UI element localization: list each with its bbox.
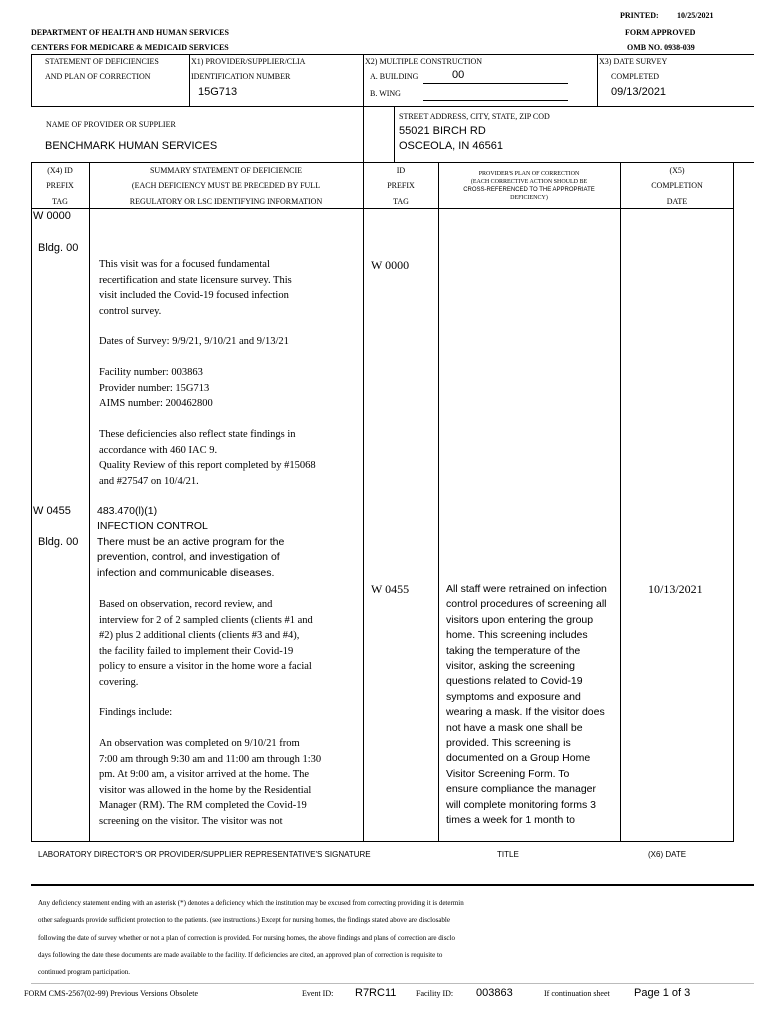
- observation-text: An observation was completed on 9/10/21 from 7:00 am through 9:30 am and 11:00 am through 1:30 pm. At 9:00 am, a visitor arrived at the home. The visitor was allowed in the home by the Residential Manager (RM). The RM completed the Covid-19 screening on the visitor. The visitor was not: [99, 738, 322, 827]
- printed-date: 10/25/2021: [677, 11, 714, 20]
- provider-id: 15G713: [198, 86, 238, 98]
- building-value: 00: [452, 69, 465, 81]
- rule: [438, 162, 439, 842]
- rule: [89, 162, 90, 842]
- rule: [31, 54, 32, 106]
- plan-of-correction: All staff were retrained on infection control procedures of screening all visitors upon entering the group home. This screening includes taking the temperature of the visitor, asking the screening questions related to Covid-19 symptoms and exposure and wearing a mask. If the visitor does not have a mask one shall be provided. This screening is documented on a Group Home Visitor Screening Form. To ensure compliance the manager will complete monitoring forms 3 times a week for 1 month to: [446, 583, 607, 827]
- building-label: A. BUILDING: [370, 72, 419, 81]
- rule: [31, 208, 733, 209]
- rule: [31, 983, 754, 984]
- x4-header-3: TAG: [52, 197, 68, 206]
- form-approved: FORM APPROVED: [625, 28, 696, 37]
- x2-label: X2) MULTIPLE CONSTRUCTION: [365, 57, 483, 66]
- id-header-1: ID: [396, 166, 406, 175]
- disclaimer: Any deficiency statement ending with an asterisk (*) denotes a deficiency which the institution may be excused from correcting providing it is determin other safeguards provide sufficient protection to the patients. (see instructions.) Except for nursing homes, the findings stated above are disclosable following the date of survey whether or not a plan of correction is provided. For nursing homes, the above findings and plans of correction are disclo days following the date these documents are made available to the facility. If deficiencies are cited, an approved plan of correction is requisite to continued program participation.: [38, 899, 464, 977]
- completed-label: COMPLETED: [611, 72, 659, 81]
- deficiency-statement: Based on observation, record review, and interview for 2 of 2 sampled clients (clients #1 and #2) plus 2 additional clients (clients #3 and #4), the facility failed to implement their Covid-19 policy to ensure a visitor in the home wore a facial covering.: [99, 599, 313, 688]
- completion-date: 10/13/2021: [648, 582, 703, 596]
- address-line-2: OSCEOLA, IN 46561: [399, 140, 503, 152]
- rule: [31, 54, 754, 55]
- x4-header-2: PREFIX: [46, 181, 74, 190]
- rule: [597, 54, 598, 106]
- plan-header-1: PROVIDER'S PLAN OF CORRECTION: [478, 171, 580, 177]
- summary-header-2: (EACH DEFICIENCY MUST BE PRECEDED BY FULL: [131, 181, 321, 190]
- id-tag-w0000: W 0000: [371, 258, 410, 272]
- building-underline: [423, 83, 568, 84]
- centers-title: CENTERS FOR MEDICARE & MEDICAID SERVICES: [31, 43, 229, 52]
- summary-header-3: REGULATORY OR LSC IDENTIFYING INFORMATION: [129, 197, 323, 206]
- x1-label-1: X1) PROVIDER/SUPPLIER/CLIA: [191, 57, 306, 66]
- rule: [394, 106, 395, 162]
- wing-underline: [423, 100, 568, 101]
- rule: [363, 54, 364, 162]
- rule: [620, 162, 621, 842]
- rule: [31, 162, 754, 163]
- continuation-label: If continuation sheet: [544, 989, 610, 998]
- rule: [31, 841, 734, 842]
- event-id-label: Event ID:: [302, 989, 334, 998]
- x1-label-2: IDENTIFICATION NUMBER: [191, 72, 291, 81]
- address-line-1: 55021 BIRCH RD: [399, 125, 486, 137]
- plan-header-4: DEFICIENCY): [510, 195, 548, 201]
- survey-dates: Dates of Survey: 9/9/21, 9/10/21 and 9/13/21: [99, 336, 289, 347]
- summary-intro: This visit was for a focused fundamental recertification and state licensure survey. This visit included the Covid-19 focused infection control survey.: [99, 259, 292, 317]
- rule: [733, 162, 734, 842]
- plan-header-3: CROSS-REFERENCED TO THE APPROPRIATE: [463, 187, 595, 193]
- summary-header-1: SUMMARY STATEMENT OF DEFICIENCIE: [149, 166, 303, 175]
- omb-number: OMB NO. 0938-039: [627, 43, 695, 52]
- findings-label: Findings include:: [99, 707, 173, 718]
- signature-label: LABORATORY DIRECTOR'S OR PROVIDER/SUPPLIER REPRESENTATIVE'S SIGNATURE: [38, 850, 371, 859]
- page-number: Page 1 of 3: [634, 987, 691, 999]
- rule: [189, 54, 190, 106]
- rule: [31, 162, 32, 842]
- regulation-text: 483.470(l)(1) INFECTION CONTROL There must be an active program for the prevention, control, and investigation of infection and communicable diseases.: [97, 505, 285, 579]
- rule: [31, 106, 754, 107]
- id-header-3: TAG: [393, 197, 409, 206]
- x5-header-3: DATE: [666, 197, 688, 206]
- state-findings: These deficiencies also reflect state findings in accordance with 460 IAC 9. Quality Review of this report completed by #15068 and #27547 on 10/4/21.: [99, 429, 316, 487]
- tag-w0000: W 0000: [33, 210, 71, 222]
- plan-header-2: (EACH CORRECTIVE ACTION SHOULD BE: [470, 179, 588, 185]
- form-number: FORM CMS-2567(02-99) Previous Versions Obsolete: [24, 989, 199, 998]
- provider-name-label: NAME OF PROVIDER OR SUPPLIER: [46, 120, 176, 129]
- printed-label: PRINTED:: [620, 11, 659, 20]
- event-id: R7RC11: [355, 987, 397, 999]
- department-title: DEPARTMENT OF HEALTH AND HUMAN SERVICES: [31, 28, 229, 37]
- x3-label: X3) DATE SURVEY: [599, 57, 668, 66]
- statement-label-1: STATEMENT OF DEFICIENCIES: [45, 57, 159, 66]
- date-label: (X6) DATE: [648, 850, 687, 859]
- id-header-2: PREFIX: [387, 181, 415, 190]
- facility-id: 003863: [476, 987, 513, 999]
- building-tag-1: Bldg. 00: [38, 242, 79, 254]
- survey-date: 09/13/2021: [611, 86, 667, 98]
- tag-w0455: W 0455: [33, 505, 71, 517]
- building-tag-2: Bldg. 00: [38, 536, 79, 548]
- x5-header-1: (X5): [669, 166, 685, 175]
- title-label: TITLE: [497, 850, 519, 859]
- rule: [31, 884, 754, 886]
- provider-name: BENCHMARK HUMAN SERVICES: [45, 140, 218, 152]
- address-label: STREET ADDRESS, CITY, STATE, ZIP COD: [399, 112, 550, 121]
- x5-header-2: COMPLETION: [651, 181, 703, 190]
- wing-label: B. WING: [370, 89, 401, 98]
- rule: [363, 162, 364, 842]
- id-tag-w0455: W 0455: [371, 582, 410, 596]
- facility-info: Facility number: 003863 Provider number: 15G713 AIMS number: 200462800: [99, 367, 213, 410]
- facility-id-label: Facility ID:: [416, 989, 454, 998]
- x4-header-1: (X4) ID: [47, 166, 73, 175]
- statement-label-2: AND PLAN OF CORRECTION: [45, 72, 151, 81]
